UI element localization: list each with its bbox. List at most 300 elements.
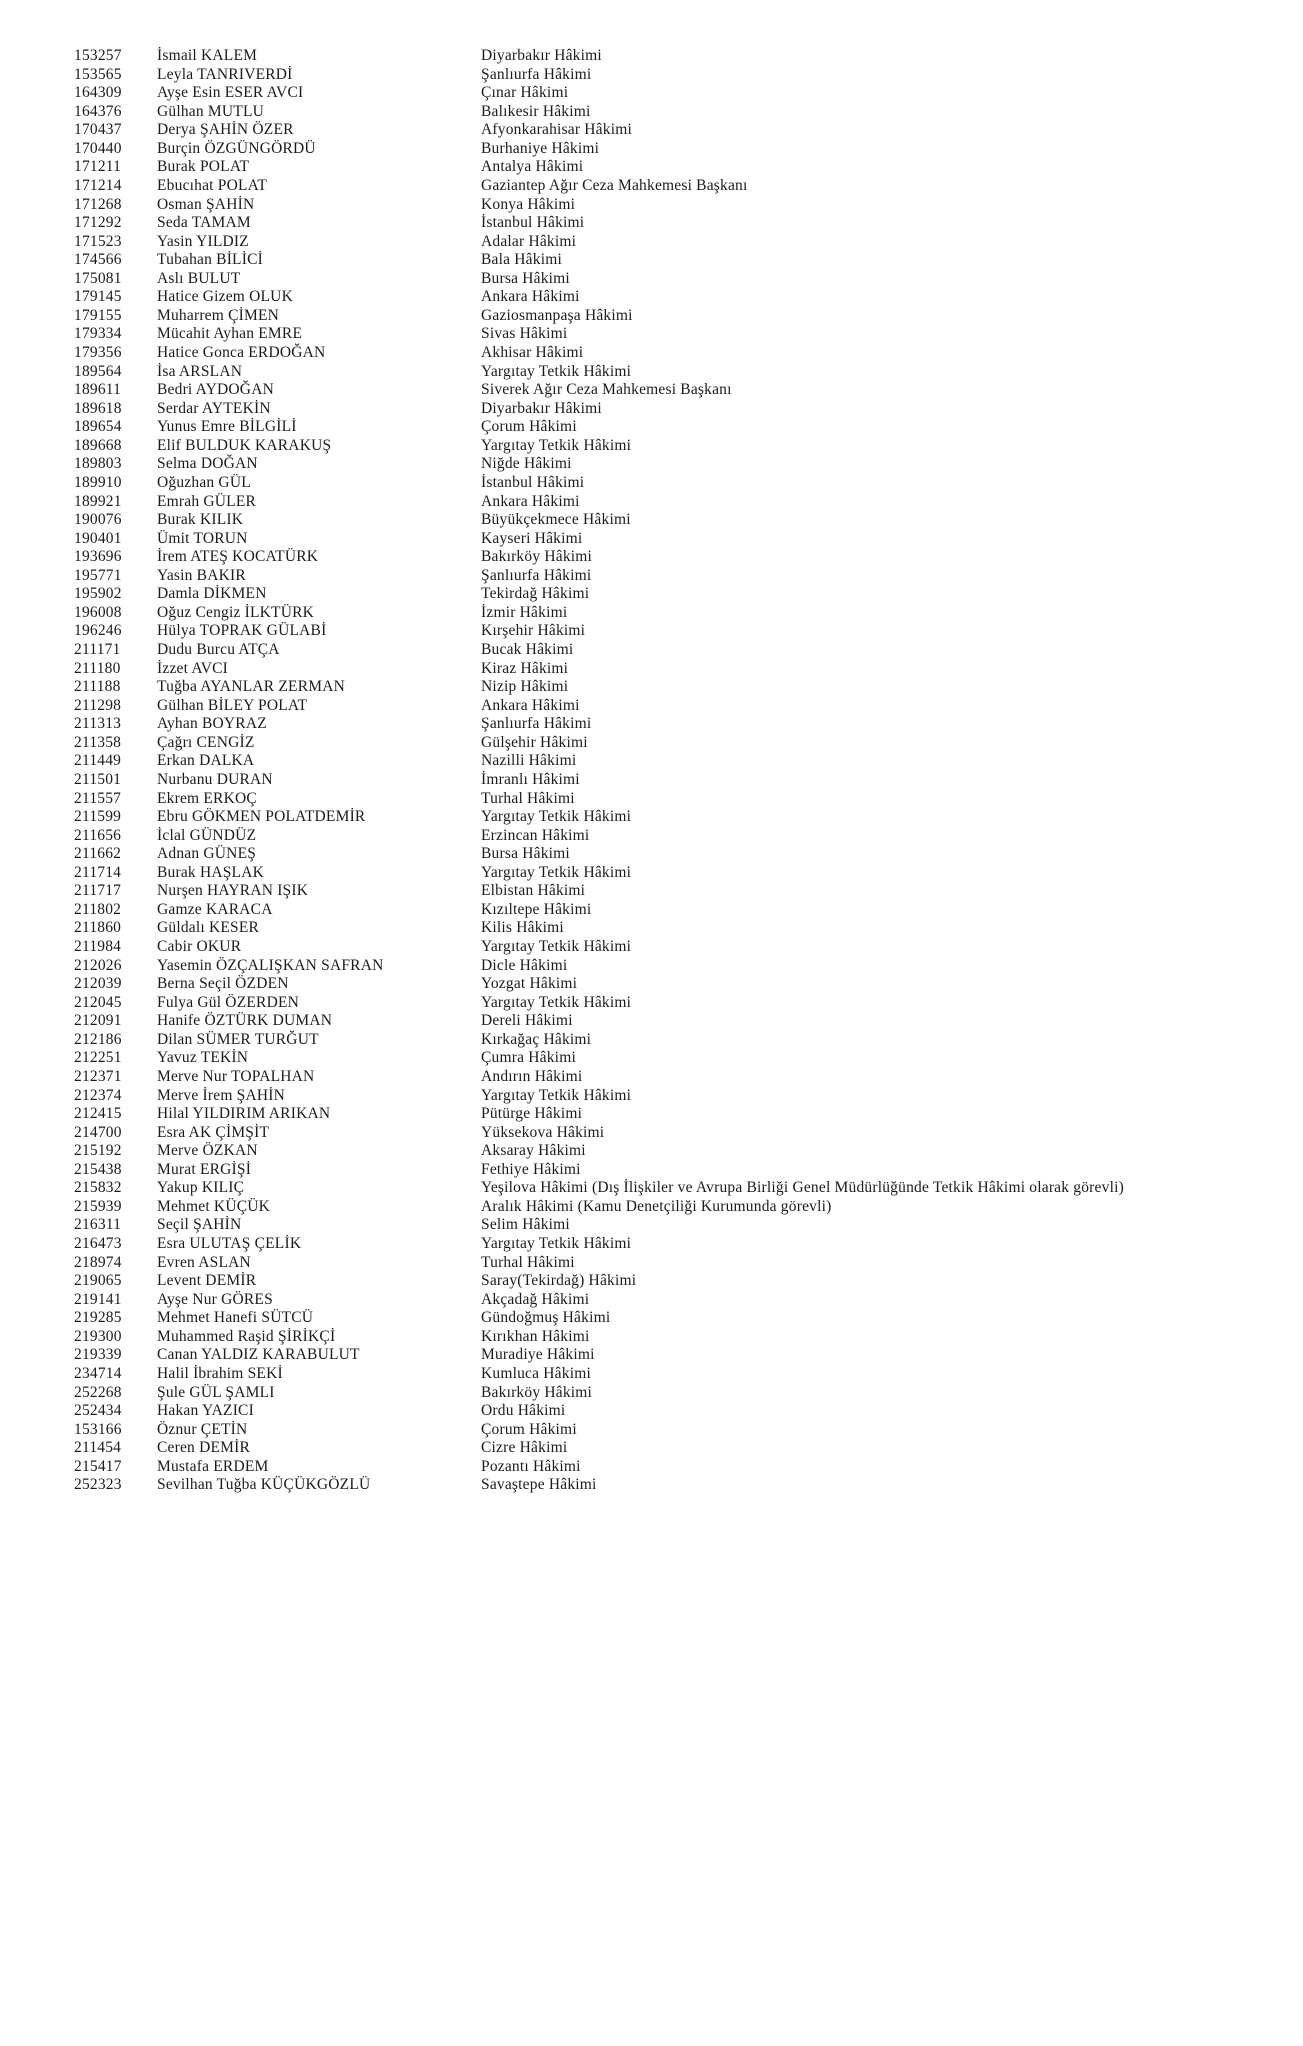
registry-number: 196246 [74, 622, 122, 640]
judge-title: Kiraz Hâkimi [481, 659, 569, 677]
judge-title: Yeşilova Hâkimi (Dış İlişkiler ve Avrupa Birliği Genel Müdürlüğünde Tetkik Hâkimi olarak görevli) [481, 1179, 1124, 1197]
registry-number: 214700 [74, 1123, 122, 1141]
judge-title: Ankara Hâkimi [481, 288, 580, 306]
judge-name: Selma DOĞAN [157, 455, 258, 473]
judge-title: Yozgat Hâkimi [481, 975, 578, 993]
judge-title: Balıkesir Hâkimi [481, 102, 591, 120]
judge-name: Elif BULDUK KARAKUŞ [157, 436, 332, 454]
table-row [0, 1402, 1303, 1421]
judge-name: Öznur ÇETİN [157, 1420, 248, 1438]
table-row [0, 1049, 1303, 1068]
judge-name: Ekrem ERKOÇ [157, 789, 257, 807]
judge-title: İstanbul Hâkimi [481, 214, 585, 232]
table-row [0, 1346, 1303, 1365]
table-row [0, 660, 1303, 679]
registry-number: 211802 [74, 900, 122, 918]
judge-title: Bakırköy Hâkimi [481, 548, 593, 566]
registry-number: 252268 [74, 1383, 122, 1401]
table-row [0, 994, 1303, 1013]
registry-number: 212374 [74, 1086, 122, 1104]
registry-number: 195771 [74, 566, 122, 584]
judge-name: Hakan YAZICI [157, 1402, 254, 1420]
table-row [0, 1328, 1303, 1347]
registry-number: 215832 [74, 1179, 122, 1197]
table-row [0, 975, 1303, 994]
registry-number: 215438 [74, 1160, 122, 1178]
registry-number: 211860 [74, 919, 122, 937]
registry-number: 211180 [74, 659, 121, 677]
registry-number: 171292 [74, 214, 122, 232]
registry-number: 216473 [74, 1235, 122, 1252]
judge-name: Sevilhan Tuğba KÜÇÜKGÖZLÜ [157, 1476, 371, 1494]
judge-name: Gülhan MUTLU [157, 102, 265, 120]
judge-title: Ankara Hâkimi [481, 492, 580, 510]
registry-number: 211656 [74, 826, 122, 844]
judge-title: Şanlıurfa Hâkimi [481, 715, 592, 733]
registry-number: 211188 [74, 678, 121, 696]
judge-name: Ebru GÖKMEN POLATDEMİR [157, 808, 366, 826]
table-row [0, 697, 1303, 716]
table-row [0, 864, 1303, 883]
judge-name: Emrah GÜLER [157, 492, 257, 510]
registry-number: 212251 [74, 1049, 122, 1067]
judge-name: Yunus Emre BİLGİLİ [157, 418, 297, 436]
table-row [0, 1031, 1303, 1050]
judge-title: Saray(Tekirdağ) Hâkimi [481, 1272, 637, 1290]
table-row [0, 455, 1303, 474]
judge-name: Yasin BAKIR [157, 566, 246, 584]
judge-title: Kırkağaç Hâkimi [481, 1030, 592, 1048]
judge-name: Mustafa ERDEM [157, 1457, 269, 1475]
registry-number: 195902 [74, 585, 122, 603]
judge-title: Fethiye Hâkimi [481, 1160, 581, 1178]
registry-number: 211984 [74, 938, 122, 955]
table-row [0, 288, 1303, 307]
table-row [0, 1384, 1303, 1403]
table-row [0, 1216, 1303, 1235]
table-row [0, 808, 1303, 827]
table-row [0, 845, 1303, 864]
table-row [0, 1105, 1303, 1124]
registry-number: 189611 [74, 381, 122, 399]
judge-title: Diyarbakır Hâkimi [481, 47, 602, 64]
registry-number: 189564 [74, 362, 122, 380]
registry-number: 171214 [74, 176, 122, 194]
judge-name: Damla DİKMEN [157, 585, 267, 603]
judge-name: Ayşe Nur GÖRES [157, 1290, 273, 1308]
registry-number: 211171 [74, 641, 121, 658]
registry-number: 171523 [74, 232, 122, 250]
table-row [0, 363, 1303, 382]
table-row [0, 901, 1303, 920]
judge-title: Savaştepe Hâkimi [481, 1476, 597, 1494]
judge-title: Nazilli Hâkimi [481, 752, 577, 770]
registry-number: 164309 [74, 84, 122, 102]
judge-name: Mehmet KÜÇÜK [157, 1197, 271, 1215]
judge-name: Hilal YILDIRIM ARIKAN [157, 1105, 331, 1123]
judge-title: Pütürge Hâkimi [481, 1105, 583, 1123]
table-row [0, 1142, 1303, 1161]
table-row [0, 233, 1303, 252]
judge-title: İzmir Hâkimi [481, 603, 568, 621]
judge-name: Muharrem ÇİMEN [157, 306, 280, 324]
registry-number: 190401 [74, 529, 122, 547]
table-row [0, 641, 1303, 660]
table-row [0, 585, 1303, 604]
judge-title: İstanbul Hâkimi [481, 473, 585, 491]
table-row [0, 140, 1303, 159]
judge-name: Evren ASLAN [157, 1253, 251, 1271]
table-row [0, 381, 1303, 400]
registry-number: 153565 [74, 65, 122, 83]
registry-number: 252434 [74, 1402, 122, 1420]
judge-title: Gaziantep Ağır Ceza Mahkemesi Başkanı [481, 176, 748, 194]
table-row [0, 400, 1303, 419]
judge-name: Derya ŞAHİN ÖZER [157, 121, 294, 139]
table-row [0, 103, 1303, 122]
judge-name: Hatice Gonca ERDOĞAN [157, 344, 326, 361]
judge-name: Ayşe Esin ESER AVCI [157, 84, 304, 102]
table-row [0, 307, 1303, 326]
table-row [0, 1439, 1303, 1458]
registry-number: 171211 [74, 158, 122, 176]
judge-name: Merve ÖZKAN [157, 1142, 258, 1160]
judge-title: Muradiye Hâkimi [481, 1346, 595, 1364]
table-row [0, 1198, 1303, 1217]
judge-title: Afyonkarahisar Hâkimi [481, 121, 632, 139]
table-row [0, 47, 1303, 66]
judge-name: Halil İbrahim SEKİ [157, 1364, 283, 1382]
registry-number: 175081 [74, 269, 122, 287]
table-row [0, 530, 1303, 549]
judge-name: Hatice Gizem OLUK [157, 288, 293, 306]
registry-number: 219339 [74, 1346, 122, 1364]
table-row [0, 734, 1303, 753]
judge-name: Ceren DEMİR [157, 1439, 251, 1457]
table-row [0, 1068, 1303, 1087]
registry-number: 171268 [74, 195, 122, 213]
table-row [0, 1365, 1303, 1384]
judge-title: Gündoğmuş Hâkimi [481, 1309, 611, 1327]
registry-number: 211454 [74, 1439, 122, 1457]
registry-number: 153166 [74, 1420, 122, 1438]
judge-title: Burhaniye Hâkimi [481, 139, 600, 157]
judge-title: Şanlıurfa Hâkimi [481, 566, 592, 584]
table-row [0, 827, 1303, 846]
judge-name: Seçil ŞAHİN [157, 1216, 242, 1234]
judge-name: Dudu Burcu ATÇA [157, 641, 280, 658]
judge-title: Kumluca Hâkimi [481, 1364, 591, 1382]
judge-title: Akçadağ Hâkimi [481, 1290, 590, 1308]
registry-number: 170440 [74, 139, 122, 157]
table-row [0, 1476, 1303, 1495]
judge-name: Mehmet Hanefi SÜTCÜ [157, 1309, 314, 1327]
table-row [0, 1161, 1303, 1180]
judge-title: Yargıtay Tetkik Hâkimi [481, 863, 632, 881]
judge-name: Tubahan BİLİCİ [157, 251, 263, 269]
table-row [0, 437, 1303, 456]
table-row [0, 790, 1303, 809]
judge-name: Dilan SÜMER TURĞUT [157, 1030, 319, 1048]
judge-title: Elbistan Hâkimi [481, 882, 586, 900]
judge-title: Akhisar Hâkimi [481, 344, 584, 361]
registry-number: 190076 [74, 511, 122, 529]
table-row [0, 1087, 1303, 1106]
judge-title: Adalar Hâkimi [481, 232, 577, 250]
registry-number: 234714 [74, 1364, 122, 1382]
registry-number: 179356 [74, 344, 122, 361]
judge-name: Burak POLAT [157, 158, 250, 176]
registry-number: 212371 [74, 1067, 122, 1085]
table-row [0, 121, 1303, 140]
judge-name: Hanife ÖZTÜRK DUMAN [157, 1012, 333, 1030]
registry-number: 211501 [74, 770, 122, 788]
judge-name: Gülhan BİLEY POLAT [157, 696, 308, 714]
judge-title: Andırın Hâkimi [481, 1067, 583, 1085]
judge-title: Erzincan Hâkimi [481, 826, 590, 844]
judge-name: İclal GÜNDÜZ [157, 826, 257, 844]
table-row [0, 158, 1303, 177]
table-row [0, 511, 1303, 530]
table-row [0, 938, 1303, 957]
judge-name: Erkan DALKA [157, 752, 255, 770]
judge-title: Diyarbakır Hâkimi [481, 399, 602, 417]
judge-name: Levent DEMİR [157, 1272, 257, 1290]
table-row [0, 957, 1303, 976]
table-row [0, 622, 1303, 641]
table-row [0, 84, 1303, 103]
registry-number: 174566 [74, 251, 122, 269]
registry-number: 218974 [74, 1253, 122, 1271]
judge-title: Gaziosmanpaşa Hâkimi [481, 306, 633, 324]
judge-title: Nizip Hâkimi [481, 678, 569, 696]
table-row [0, 678, 1303, 697]
table-row [0, 418, 1303, 437]
registry-number: 216311 [74, 1216, 122, 1234]
registry-number: 252323 [74, 1476, 122, 1494]
registry-number: 179155 [74, 306, 122, 324]
judge-title: Kırşehir Hâkimi [481, 622, 586, 640]
judge-name: Bedri AYDOĞAN [157, 381, 274, 399]
registry-number: 189618 [74, 399, 122, 417]
table-row [0, 1291, 1303, 1310]
judge-name: Yasin YILDIZ [157, 232, 249, 250]
judge-name: Oğuzhan GÜL [157, 473, 251, 491]
registry-number: 179334 [74, 325, 122, 343]
table-row [0, 1421, 1303, 1440]
judge-title: Kırıkhan Hâkimi [481, 1327, 590, 1345]
judge-name: İzzet AVCI [157, 659, 229, 677]
judge-title: Yargıtay Tetkik Hâkimi [481, 808, 632, 826]
judge-name: Osman ŞAHİN [157, 195, 255, 213]
judge-name: Nurbanu DURAN [157, 770, 273, 788]
registry-number: 212186 [74, 1030, 122, 1048]
judge-title: Ordu Hâkimi [481, 1402, 566, 1420]
table-row [0, 251, 1303, 270]
judge-name: Aslı BULUT [157, 269, 241, 287]
table-row [0, 715, 1303, 734]
judge-name: Berna Seçil ÖZDEN [157, 975, 289, 993]
judge-title: Turhal Hâkimi [481, 1253, 575, 1271]
judge-name: Ümit TORUN [157, 529, 248, 547]
table-row [0, 1309, 1303, 1328]
registry-number: 211449 [74, 752, 122, 770]
judge-name: Nurşen HAYRAN IŞIK [157, 882, 309, 900]
judge-title: Aksaray Hâkimi [481, 1142, 586, 1160]
registry-number: 211298 [74, 696, 122, 714]
judge-name: Adnan GÜNEŞ [157, 845, 257, 863]
judge-title: Yargıtay Tetkik Hâkimi [481, 993, 632, 1011]
table-row [0, 177, 1303, 196]
judge-name: Merve İrem ŞAHİN [157, 1086, 286, 1104]
registry-number: 179145 [74, 288, 122, 306]
judge-title: Turhal Hâkimi [481, 789, 575, 807]
judge-name: Burak KILIK [157, 511, 244, 529]
registry-number: 211313 [74, 715, 122, 733]
judge-title: Kızıltepe Hâkimi [481, 900, 592, 918]
registry-number: 211557 [74, 789, 122, 807]
table-row [0, 1012, 1303, 1031]
judge-title: Dicle Hâkimi [481, 956, 568, 974]
judge-title: Bursa Hâkimi [481, 845, 570, 863]
judge-title: Yargıtay Tetkik Hâkimi [481, 436, 632, 454]
judge-name: Canan YALDIZ KARABULUT [157, 1346, 360, 1364]
registry-number: 219141 [74, 1290, 122, 1308]
judge-name: Ebucıhat POLAT [157, 176, 267, 194]
judge-title: Kayseri Hâkimi [481, 529, 583, 547]
table-row [0, 604, 1303, 623]
judge-title: İmranlı Hâkimi [481, 770, 580, 788]
judge-name: İsmail KALEM [157, 47, 258, 64]
table-row [0, 474, 1303, 493]
judge-title: Pozantı Hâkimi [481, 1457, 581, 1475]
table-row [0, 771, 1303, 790]
judge-name: Yavuz TEKİN [157, 1049, 249, 1067]
registry-number: 212045 [74, 993, 122, 1011]
table-row [0, 1179, 1303, 1198]
table-row [0, 493, 1303, 512]
judge-name: Murat ERGİŞİ [157, 1160, 252, 1178]
table-row [0, 1124, 1303, 1143]
registry-number: 170437 [74, 121, 122, 139]
registry-number: 189654 [74, 418, 122, 436]
judge-name: Ayhan BOYRAZ [157, 715, 267, 733]
judge-title: Bursa Hâkimi [481, 269, 570, 287]
registry-number: 219285 [74, 1309, 122, 1327]
registry-number: 212415 [74, 1105, 122, 1123]
registry-number: 212039 [74, 975, 122, 993]
judge-name: Burak HAŞLAK [157, 863, 265, 881]
judge-name: Cabir OKUR [157, 938, 242, 955]
registry-number: 189910 [74, 473, 122, 491]
table-row [0, 1254, 1303, 1273]
judge-name: Mücahit Ayhan EMRE [157, 325, 303, 343]
judge-title: Çumra Hâkimi [481, 1049, 576, 1067]
judge-name: Burçin ÖZGÜNGÖRDÜ [157, 139, 316, 157]
judge-title: Konya Hâkimi [481, 195, 576, 213]
registry-number: 211662 [74, 845, 122, 863]
judge-title: Aralık Hâkimi (Kamu Denetçiliği Kurumunda görevli) [481, 1197, 832, 1215]
table-row [0, 548, 1303, 567]
judge-title: Şanlıurfa Hâkimi [481, 65, 592, 83]
registry-number: 211714 [74, 863, 122, 881]
table-row [0, 344, 1303, 363]
judge-title: Bucak Hâkimi [481, 641, 574, 658]
registry-number: 164376 [74, 102, 122, 120]
judge-title: Yüksekova Hâkimi [481, 1123, 605, 1141]
registry-number: 219300 [74, 1327, 122, 1345]
registry-number: 153257 [74, 47, 122, 64]
judge-name: İrem ATEŞ KOCATÜRK [157, 548, 319, 566]
table-row [0, 270, 1303, 289]
registry-number: 193696 [74, 548, 122, 566]
judge-title: Yargıtay Tetkik Hâkimi [481, 362, 632, 380]
judge-title: Yargıtay Tetkik Hâkimi [481, 1086, 632, 1104]
table-row [0, 1272, 1303, 1291]
table-row [0, 919, 1303, 938]
judge-name: Muhammed Raşid ŞİRİKÇİ [157, 1327, 336, 1345]
judge-name: Esra AK ÇİMŞİT [157, 1123, 270, 1141]
table-row [0, 196, 1303, 215]
table-row [0, 66, 1303, 85]
judge-title: Dereli Hâkimi [481, 1012, 573, 1030]
registry-number: 211717 [74, 882, 122, 900]
judge-title: Çorum Hâkimi [481, 1420, 577, 1438]
judge-name: Çağrı CENGİZ [157, 733, 255, 751]
registry-number: 189921 [74, 492, 122, 510]
judge-title: Niğde Hâkimi [481, 455, 572, 473]
judge-title: Çorum Hâkimi [481, 418, 577, 436]
table-row [0, 1458, 1303, 1477]
registry-number: 215417 [74, 1457, 122, 1475]
judge-title: Yargıtay Tetkik Hâkimi [481, 1235, 632, 1252]
judge-title: Sivas Hâkimi [481, 325, 568, 343]
table-row [0, 214, 1303, 233]
judge-title: Büyükçekmece Hâkimi [481, 511, 631, 529]
judge-name: Oğuz Cengiz İLKTÜRK [157, 603, 315, 621]
judge-title: Bala Hâkimi [481, 251, 562, 269]
judge-name: Esra ULUTAŞ ÇELİK [157, 1235, 302, 1252]
judge-name: Yakup KILIÇ [157, 1179, 245, 1197]
table-row [0, 567, 1303, 586]
judge-title: Çınar Hâkimi [481, 84, 569, 102]
judge-name: Merve Nur TOPALHAN [157, 1067, 315, 1085]
judge-title: Selim Hâkimi [481, 1216, 570, 1234]
table-row [0, 882, 1303, 901]
registry-number: 212026 [74, 956, 122, 974]
registry-number: 215939 [74, 1197, 122, 1215]
registry-number: 212091 [74, 1012, 122, 1030]
judge-name: Seda TAMAM [157, 214, 251, 232]
judge-title: Antalya Hâkimi [481, 158, 584, 176]
judge-title: Kilis Hâkimi [481, 919, 564, 937]
registry-number: 211358 [74, 733, 122, 751]
judge-name: Yasemin ÖZÇALIŞKAN SAFRAN [157, 956, 384, 974]
judge-title: Cizre Hâkimi [481, 1439, 568, 1457]
registry-number: 196008 [74, 603, 122, 621]
table-row [0, 1235, 1303, 1254]
judge-name: Şule GÜL ŞAMLI [157, 1383, 275, 1401]
judge-name: Tuğba AYANLAR ZERMAN [157, 678, 346, 696]
judge-title: Ankara Hâkimi [481, 696, 580, 714]
judge-title: Siverek Ağır Ceza Mahkemesi Başkanı [481, 381, 732, 399]
judge-title: Tekirdağ Hâkimi [481, 585, 590, 603]
judge-title: Bakırköy Hâkimi [481, 1383, 593, 1401]
judge-name: Hülya TOPRAK GÜLABİ [157, 622, 327, 640]
registry-number: 189803 [74, 455, 122, 473]
judge-title: Gülşehir Hâkimi [481, 733, 588, 751]
judge-name: Gamze KARACA [157, 900, 273, 918]
